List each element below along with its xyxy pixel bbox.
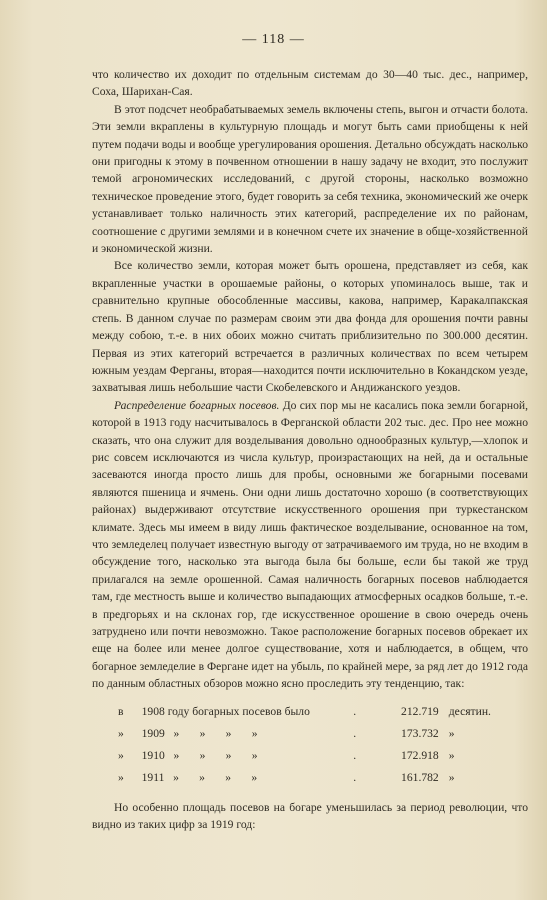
row-value: 212.719: [401, 704, 439, 718]
row-value: 161.782: [401, 770, 439, 784]
row-label: 1909 » » » »: [141, 726, 258, 740]
section-paragraph: [92, 397, 528, 693]
row-prefix: »: [118, 770, 124, 784]
row-prefix: в: [118, 704, 124, 718]
row-value: 173.732: [401, 726, 439, 740]
body-text: [92, 66, 528, 833]
closing-paragraph: Но особенно площадь посевов на богаре уменьшилась за период революции, что видно из таких цифр за 1919 год:: [92, 800, 528, 832]
paragraph-2: В этот подсчет необрабатываемых земель включены степь, выгон и отчасти болота. Эти земли вкраплены в культурную площадь и могут быть сами приобщены к ней путем подачи воды и вообще урегулирования орошения. Детально обсуждать насколько они пригодны к этому в почвенном отношении в нашу задачу не входит, это послужит темой агрономических исследований, с другой стороны, насколько возможно техническое проведение этого, будет говорить за себя техника, экономический же очерк устанавливает только наличность этих категорий, распределение их по районам, соотношение с другими землями и в конечном счете их значение в обще-хозяйственной и экономической жизни.: [92, 102, 528, 256]
row-unit: »: [448, 770, 455, 784]
stats-table: [118, 701, 528, 789]
row-dot: .: [353, 726, 357, 740]
section-text: До сих пор мы не касались пока земли богарной, которой в 1913 году насчитывалось в Ферганской области 202 тыс. дес. Про нее можно сказать, что она служит для возделывания довольно однообразных культур,—хлопок и рис совсем исключаются из числа культур, произрастающих на ней, да и остальные засеваются иногда просто лишь для пробы, основными же богарными посевами являются пшеница и ячмень. Они одни лишь достаточно хорошо (в соответствующих районах) выдерживают отсутствие искусственного орошения при туркестанском климате. Здесь мы имеем в виду лишь фактическое возделывание, основанное на том, что земледелец получает известную выгоду от затрачиваемого им труда, но не входим в обсуждение того, насколько эта выгода была бы больше, если бы такой же труд прилагался на земле орошенной. Самая наличность богарных посевов наблюдается там, где местность выше и количество выпадающих атмосферных осадков больше, т.-е. в предгорьях и на склонах гор, где искусственное орошение в свою очередь очень затруднено или почти невозможно. Такое расположение богарных посевов обрекает их еще на более или менее долгое существование, хотя и наблюдается, в общем, что богарное земледелие в Фергане идет на убыль, по крайней мере, за ряд лет до 1912 года по данным областных обзоров можно ясно проследить эту тенденцию, так:: [92, 398, 529, 691]
row-unit: »: [448, 726, 455, 740]
row-prefix: »: [118, 748, 124, 762]
table-row: [118, 701, 528, 723]
row-dot: .: [353, 704, 357, 718]
row-label: 1911 » » » »: [141, 770, 258, 784]
paragraph-1: что количество их доходит по отдельным системам до 30—40 тыс. дес., например, Соха, Шарихан-Сая.: [92, 68, 528, 99]
row-dot: .: [353, 748, 357, 762]
row-value: 172.918: [401, 748, 439, 762]
table-row: [118, 767, 528, 789]
section-heading: Распределение богарных посевов.: [114, 398, 280, 412]
row-unit: »: [448, 748, 455, 762]
page-number: — 118 —: [242, 32, 305, 47]
row-label: 1910 » » » »: [141, 748, 258, 762]
row-prefix: »: [118, 726, 124, 740]
table-row: [118, 723, 528, 745]
table-row: [118, 745, 528, 767]
paragraph-3: Все количество земли, которая может быть орошена, представляет из себя, как вкрапленные участки в орошаемые районы, о которых упоминалось выше, так и сравнительно крупные обособленные массивы, какова, например, Каракалпакская степь. В данном случае по размерам своим эти два фонда для орошения почти равны между собою, т.-е. в них обоих можно считать приблизительно по 300.000 десятин. Первая из этих категорий встречается в различных количествах по всем четырем южным уездам Ферганы, вторая—находится почти исключительно в Кокандском уезде, захватывая лишь небольшие части Скобелевского и Андижанского уездов.: [92, 259, 528, 395]
row-unit: десятин.: [448, 704, 491, 718]
row-dot: .: [353, 770, 357, 784]
row-label: 1908 году богарных посевов было: [141, 704, 310, 718]
